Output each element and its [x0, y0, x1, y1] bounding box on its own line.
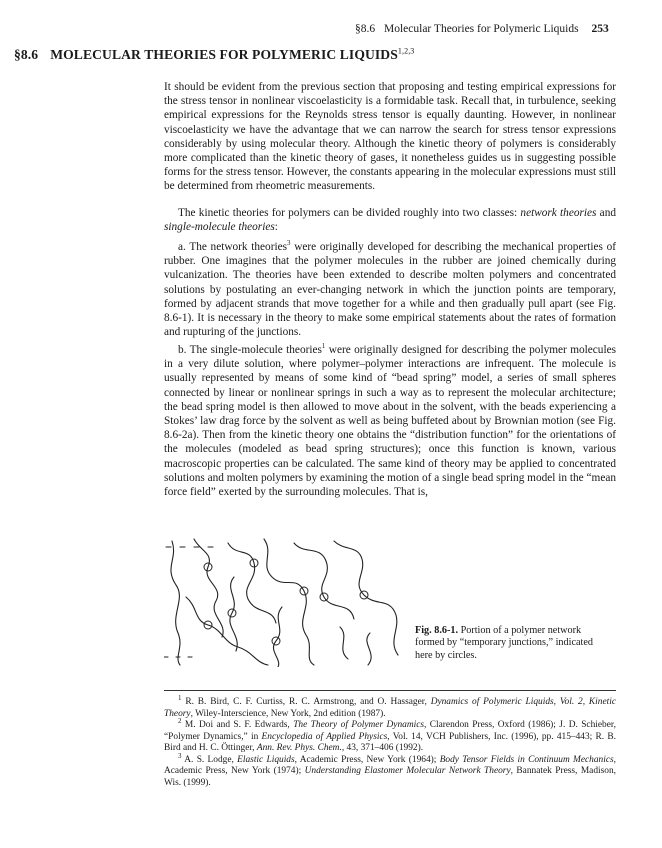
paragraph-1: It should be evident from the previous section that proposing and testing empirical expressions for the stress tensor in nonlinear viscoelasticity is a formidable task. Recall that, in turbulence, seeking empirical expressions for the Reynolds stress tensor is equally daunting. However, in nonlinear viscoelasticity we have the advantage that we can narrow the search for stress tensor expressions considerably by using molecular theory. Although the kinetic theory of polymers is considerably more complicated than the kinetic theory of gases, it nonetheless guides us in suggesting possible forms for the stress tensor. However, the constants appearing in the molecular expressions must still be determined from rheometric measurements.	[164, 81, 616, 193]
paragraph-network	[164, 240, 616, 339]
footnote-3: $^3$ A. S. Lodge, Elastic Liquids, Academic Press, New York (1964); Body Tensor Fields in Continuum Mechanics, Academic Press, New York (1974); Understanding Elastomer Molecular Network Theory, Bannatek Press, Madison, Wis. (1999).	[164, 751, 617, 788]
term-single-molecule-theories: single-molecule theories	[164, 221, 275, 234]
polymer-network-figure	[164, 537, 406, 667]
figure-caption	[415, 625, 605, 662]
paragraph-single-molecule	[164, 343, 616, 499]
chain-5	[294, 543, 354, 619]
footnotes	[164, 693, 617, 789]
chain-11	[367, 633, 371, 665]
page-number: 253	[591, 23, 609, 35]
footnote-2: $^2$ M. Doi and S. F. Edwards, The Theory of Polymer Dynamics, Clarendon Press, Oxford (1986); J. D. Schieber, “Polymer Dynamics,” in Encyclopedia of Applied Physics, Vol. 14, VCH Publishers, Inc. (1996), pp. 415–443; R. B. Bird and H. C. Öttinger, Ann. Rev. Phys. Chem., 43, 371–406 (1992).	[164, 716, 616, 753]
chain-1	[171, 541, 180, 665]
section-heading	[14, 47, 414, 63]
network-diagram	[164, 537, 406, 667]
running-head	[355, 23, 609, 35]
paragraph-classes	[164, 206, 616, 234]
paragraph-2: The kinetic theories for polymers can be divided roughly into two classes: network theories and single-molecule theories:	[164, 207, 616, 234]
footnote-1: $^1$ R. B. Bird, C. F. Curtiss, R. C. Armstrong, and O. Hassager, Dynamics of Polymeric Liquids, Vol. 2, Kinetic Theory, Wiley-Interscience, New York, 2nd edition (1987).	[164, 693, 617, 719]
paragraph-intro	[164, 80, 616, 194]
running-head-section: §8.6	[355, 23, 376, 35]
running-head-title: Molecular Theories for Polymeric Liquids	[384, 23, 579, 35]
paragraph-3: a. The network theories$^3$ were originally developed for describing the mechanical properties of rubber. One imagines that the polymer molecules in the rubber are joined chemically during vulcanization. The theories have been extended to describe molten polymers and concentrated solutions by postulating an ever-changing network in which the junction points are temporary, formed by adjacent strands that move together for a while and then gradually pull apart (see Fig. 8.6-1). It is necessary in the theory to make some empirical statements about the rates of formation and rupturing of the junctions.	[164, 239, 617, 339]
section-refs: 1,2,3	[397, 46, 415, 56]
chain-10	[340, 627, 348, 659]
chain-4	[264, 539, 314, 665]
term-network-theories: network theories	[520, 207, 597, 219]
footnote-rule	[164, 690, 616, 691]
section-title: MOLECULAR THEORIES FOR POLYMERIC LIQUIDS	[50, 47, 398, 62]
chain-2	[194, 539, 223, 637]
section-number: §8.6	[14, 47, 39, 62]
figure-label: Fig. 8.6-1.	[415, 625, 459, 636]
figure-caption-text: Portion of a polymer network formed by “temporary junctions,” indicated here by circles.	[415, 625, 593, 661]
paragraph-4: b. The single-molecule theories$^1$ were originally designed for describing the polymer molecules in a very dilute solution, where polymer–polymer interactions are infrequent. The molecule is usually represented by means of some kind of “bead spring” model, a series of small spheres connected by linear or nonlinear springs in such a way as to represent the molecular architecture; the bead spring model is then allowed to move about in the solvent, with the beads experiencing a Stokes’ law drag force by the solvent as well as being buffeted about by Brownian motion (see Fig. 8.6-2a). Then from the kinetic theory one obtains the “distribution function” for the orientations of the molecules (modeled as bead spring structures); once this function is known, various macroscopic properties can be calculated. The same kind of theory may be applied to concentrated solutions and molten polymers by examining the motion of a single bead spring model in the “mean force field” exerted by the surrounding molecules. That is,	[164, 342, 616, 499]
